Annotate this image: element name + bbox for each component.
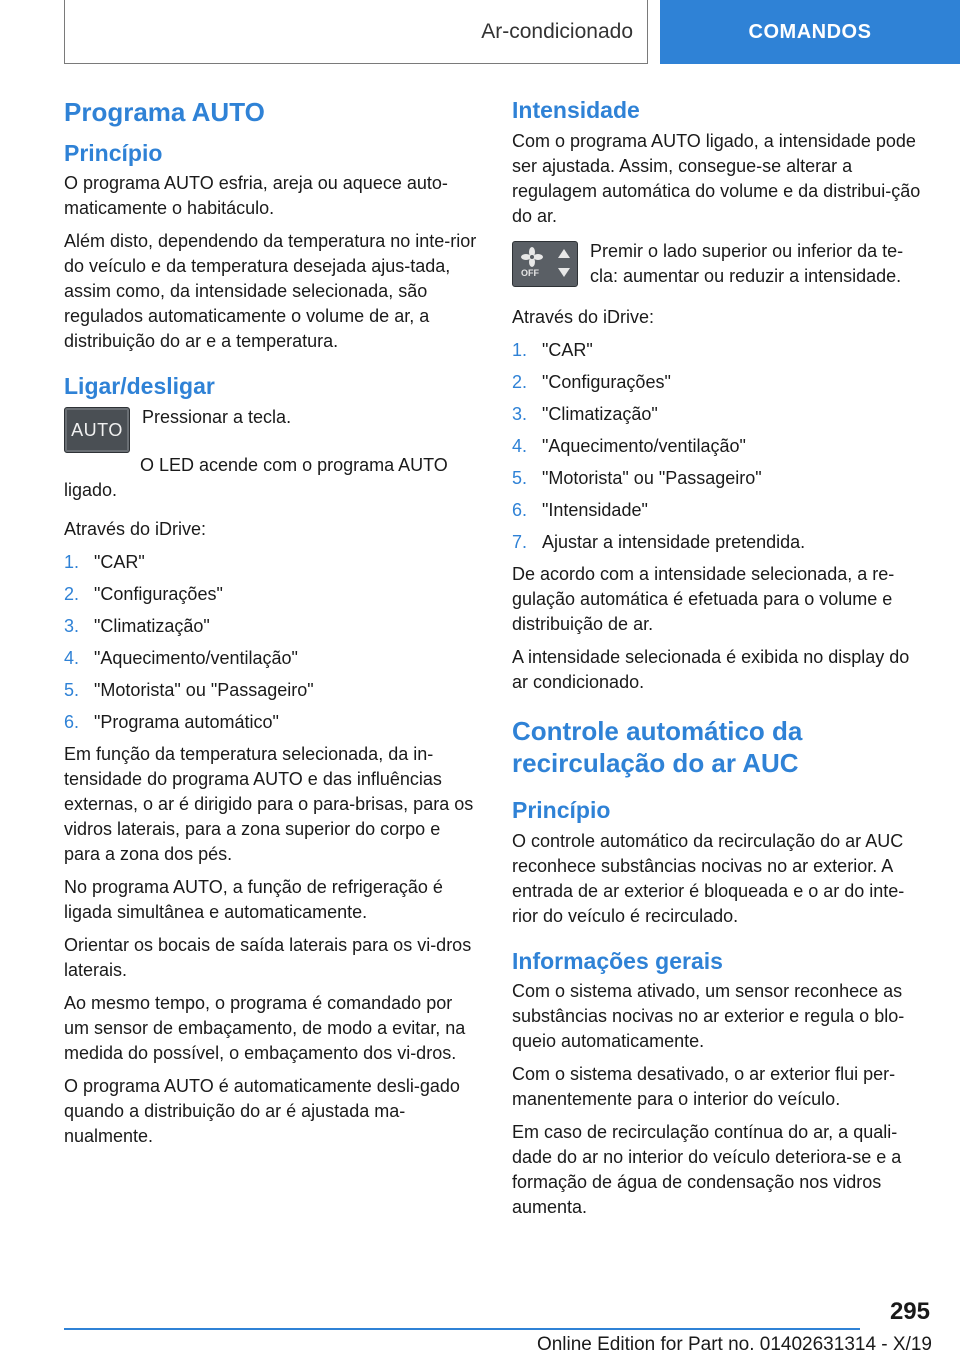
intensity-button-instruction: [512, 239, 928, 297]
right-column: [512, 96, 928, 1228]
subheading-intensidade: Intensidade: [512, 97, 640, 123]
footer-divider: [64, 1328, 860, 1330]
paragraph: Com o programa AUTO ligado, a intensidade pode ser ajustada. Assim, consegue-se alterar a regulagem automática do volume e da distribui-ção do ar.: [512, 130, 921, 226]
header-section-title: Ar-condicionado: [481, 19, 633, 43]
left-column: [64, 96, 480, 1157]
list-item: 1. "CAR": [64, 552, 145, 572]
header-chapter: [660, 0, 960, 64]
paragraph: O controle automático da recirculação do ar AUC reconhece substâncias nocivas no ar exterior. A entrada de ar exterior é bloqueada e o ar do inte-rior do veículo é recirculado.: [512, 830, 905, 926]
auto-button-instruction: [64, 405, 480, 453]
auto-button-label: AUTO: [71, 419, 123, 440]
paragraph: Além disto, dependendo da temperatura no inte-rior do veículo e da temperatura desejada ajus-tada, assim como, da intensidade selecionada, são regulados automaticamente o volume de ar, a distribuição do ar e a temperatura.: [64, 231, 477, 352]
paragraph: Pressionar a tecla.: [142, 407, 292, 427]
paragraph: No programa AUTO, a função de refrigeração é ligada simultânea e automaticamente.: [64, 877, 443, 922]
paragraph: Premir o lado superior ou inferior da te-cla: aumentar ou reduzir a intensidade.: [590, 240, 904, 286]
paragraph: A intensidade selecionada é exibida no display do ar condicionado.: [512, 646, 910, 692]
up-down-arrows-icon: [557, 248, 571, 278]
list-item: 1. "CAR": [512, 339, 593, 360]
list-item: 4. "Aquecimento/ventilação": [64, 648, 298, 668]
paragraph: O programa AUTO esfria, areja ou aquece auto-maticamente o habitáculo.: [64, 173, 448, 219]
list-item: 3. "Climatização": [64, 616, 210, 636]
list-item: 4. "Aquecimento/ventilação": [512, 435, 746, 456]
list-item: 5. "Motorista" ou "Passageiro": [64, 680, 314, 700]
paragraph: Com o sistema ativado, um sensor reconhece as substâncias nocivas no ar exterior e regula o blo-queio automaticamente.: [512, 981, 905, 1052]
list-item: 3. "Climatização": [512, 403, 658, 424]
header-chapter-title: COMANDOS: [748, 20, 872, 43]
header-section: [64, 0, 648, 64]
list-item: 6. "Programa automático": [64, 712, 279, 732]
intensity-steps-list: [512, 338, 928, 555]
list-item: 6. "Intensidade": [512, 499, 648, 520]
subheading-ligar-desligar: Ligar/desligar: [64, 373, 215, 400]
paragraph: Orientar os bocais de saída laterais para os vi-dros laterais.: [64, 935, 472, 980]
list-item: 7. Ajustar a intensidade pretendida.: [512, 531, 806, 552]
paragraph: Com o sistema desativado, o ar exterior flui per-manentemente para o interior do veículo.: [512, 1064, 896, 1110]
section-title-auc: Controle automático da recirculação do ar AUC: [512, 715, 803, 779]
paragraph: Em caso de recirculação contínua do ar, a quali-dade do ar no interior do veículo deteriora-se e a formação de água de condensação nos vidros aumenta.: [512, 1122, 902, 1218]
subheading-informacoes-gerais: Informações gerais: [512, 947, 723, 974]
subheading-principio: Princípio: [512, 796, 611, 823]
list-item: 2. "Configurações": [512, 371, 671, 392]
subheading-principio: Princípio: [64, 139, 163, 166]
list-item: 2. "Configurações": [64, 584, 223, 604]
list-item: 5. "Motorista" ou "Passageiro": [512, 467, 762, 488]
auto-button-icon: [64, 407, 130, 453]
off-label: OFF: [521, 267, 539, 278]
paragraph: O LED acende com o programa AUTO ligado.: [64, 455, 448, 500]
paragraph: Ao mesmo tempo, o programa é comandado por um sensor de embaçamento, de modo a evitar, na medida do possível, o embaçamento dos vi-dros.: [64, 993, 466, 1063]
page-number: 295: [889, 1298, 930, 1325]
paragraph: Em função da temperatura selecionada, da in-tensidade do programa AUTO e das influências externas, o ar é dirigido para o para-brisas, para os vidros laterais, para a zona superior do corpo e para a zona dos pés.: [64, 744, 474, 864]
idrive-steps-list: [64, 550, 480, 735]
footer-edition: Online Edition for Part no. 01402631314 - X/19: [536, 1334, 932, 1355]
paragraph: De acordo com a intensidade selecionada, a re-gulação automática é efetuada para o volume e distribuição de ar.: [512, 563, 895, 634]
paragraph: Através do iDrive:: [64, 519, 207, 539]
paragraph: Através do iDrive:: [512, 306, 655, 327]
fan-icon: [519, 246, 545, 268]
section-title-programa-auto: Programa AUTO: [64, 97, 265, 127]
fan-intensity-button-icon: [512, 241, 578, 287]
paragraph: O programa AUTO é automaticamente desli-gado quando a distribuição do ar é ajustada ma-nualmente.: [64, 1076, 460, 1146]
